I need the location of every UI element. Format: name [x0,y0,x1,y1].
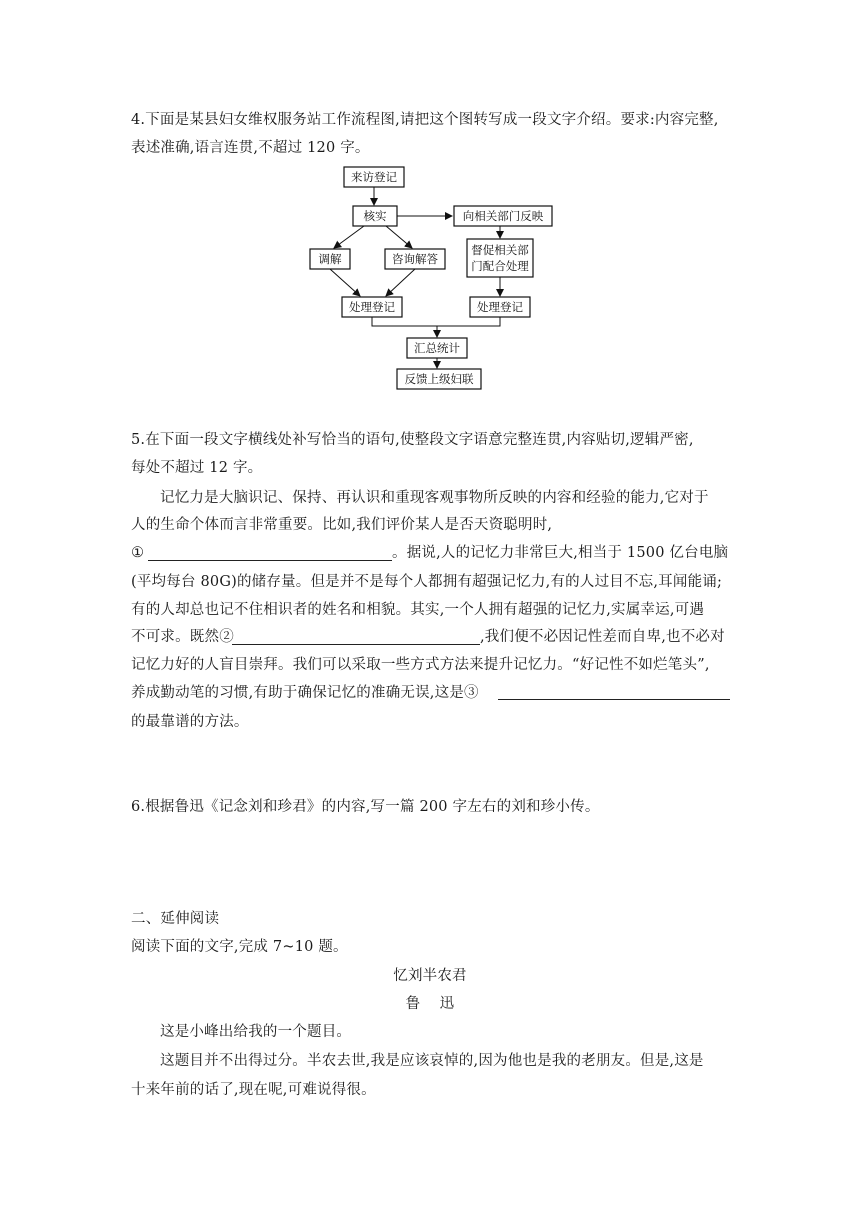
flow-node-visit-registration [344,167,404,187]
flow-node-process-registration-right [470,297,530,317]
svg-text:反馈上级妇联: 反馈上级妇联 [404,372,474,386]
flow-node-report-to-departments [454,206,552,226]
svg-text:核实: 核实 [363,209,387,223]
article-title: 忆刘半农君 [393,968,467,984]
flow-node-supervise-departments [467,239,533,277]
q5-passage-line7: 记忆力好的人盲目崇拜。我们可以采取一些方式方法来提升记忆力。“好记性不如烂笔头”, [131,657,710,673]
q5-passage-line3: 。据说,人的记忆力非常巨大,相当于 1500 亿台电脑 [392,545,729,561]
q5-blank2[interactable] [232,644,480,645]
article-paragraph-2-line2: 十来年前的话了,现在呢,可难说得很。 [131,1082,376,1098]
svg-text:督促相关部: 督促相关部 [471,243,529,257]
q4-prompt-line1: 4.下面是某县妇女维权服务站工作流程图,请把这个图转写成一段文字介绍。要求:内容完整, [131,112,719,128]
flow-node-verify [353,206,397,226]
flow-node-feedback-federation [397,369,481,389]
article-paragraph-2-line1: 这题目并不出得过分。半农去世,我是应该哀悼的,因为他也是我的老朋友。但是,这是 [160,1053,704,1069]
flow-node-mediation [310,249,350,269]
svg-text:来访登记: 来访登记 [351,170,397,184]
q5-passage-line2: 人的生命个体而言非常重要。比如,我们评价某人是否天资聪明时, [131,517,553,533]
svg-text:处理登记: 处理登记 [349,300,395,314]
flowchart [0,160,860,390]
q5-prompt-line1: 5.在下面一段文字横线处补写恰当的语句,使整段文字语意完整连贯,内容贴切,逻辑严密, [131,432,694,448]
q5-passage-line9: 的最靠谱的方法。 [131,714,249,730]
svg-text:咨询解答: 咨询解答 [392,252,438,266]
svg-text:向相关部门反映: 向相关部门反映 [462,209,544,223]
flow-node-summary-statistics [407,338,467,358]
q5-blank3[interactable] [498,699,730,700]
q5-prompt-line2: 每处不超过 12 字。 [131,460,263,476]
q5-passage-line1: 记忆力是大脑识记、保持、再认识和重现客观事物所反映的内容和经验的能力,它对于 [160,490,709,506]
q5-blank1[interactable] [148,560,392,561]
section2-instruction: 阅读下面的文字,完成 7~10 题。 [131,939,348,955]
article-author: 鲁 迅 [405,996,455,1012]
svg-text:处理登记: 处理登记 [477,300,523,314]
q5-blank1-marker: ① [131,545,145,561]
q5-passage-line5: 有的人却总也记不住相识者的姓名和相貌。其实,一个人拥有超强的记忆力,实属幸运,可遇 [131,602,705,618]
flow-node-consultation [385,249,445,269]
svg-text:门配合处理: 门配合处理 [471,259,529,273]
section2-heading: 二、延伸阅读 [131,911,220,927]
q4-prompt-line2: 表述准确,语言连贯,不超过 120 字。 [131,140,370,156]
q5-passage-line8: 养成勤动笔的习惯,有助于确保记忆的准确无误,这是③ [131,685,479,701]
svg-text:调解: 调解 [318,252,342,266]
article-paragraph-1: 这是小峰出给我的一个题目。 [160,1024,352,1040]
q5-passage-line6-rest: ,我们便不必因记性差而自卑,也不必对 [480,629,725,645]
q5-passage-line6-start: 不可求。既然② [131,629,234,645]
q6-prompt: 6.根据鲁迅《记念刘和珍君》的内容,写一篇 200 字左右的刘和珍小传。 [131,799,600,815]
flow-node-process-registration-left [342,297,402,317]
q5-passage-line4: (平均每台 80G)的储存量。但是并不是每个人都拥有超强记忆力,有的人过目不忘,耳闻能诵; [131,574,723,590]
svg-text:汇总统计: 汇总统计 [414,341,460,355]
